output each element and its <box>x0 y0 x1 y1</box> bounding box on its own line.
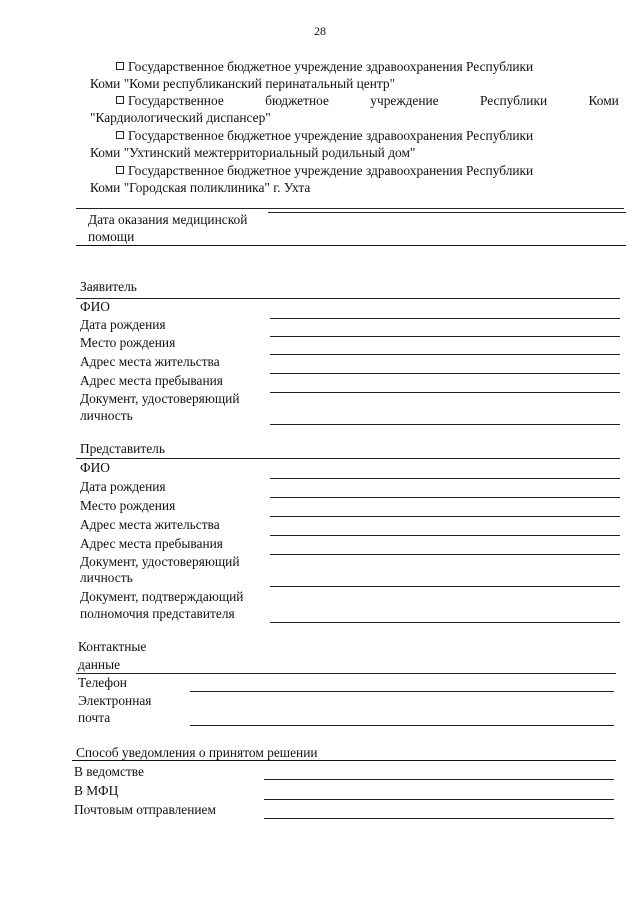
representative-stay-label: Адрес места пребывания <box>80 536 223 551</box>
representative-fio-field[interactable] <box>270 478 620 479</box>
representative-section-title: Представитель <box>80 441 165 456</box>
representative-authority-field[interactable] <box>270 622 620 623</box>
notify-option-mfc-label: В МФЦ <box>74 783 119 798</box>
applicant-birthdate-field[interactable] <box>270 336 620 337</box>
divider <box>76 458 620 459</box>
phone-field[interactable] <box>190 691 614 692</box>
representative-birthplace-label: Место рождения <box>80 498 176 513</box>
checkbox-icon[interactable] <box>116 96 124 104</box>
institution-line: Коми "Городская поликлиника" г. Ухта <box>90 180 311 195</box>
applicant-id-doc-label: Документ, удостоверяющий <box>80 391 240 406</box>
institution-line: Государственное бюджетное учреждение здравоохранения Республики <box>128 59 534 74</box>
institution-option-2[interactable] <box>90 92 626 126</box>
applicant-section-title: Заявитель <box>80 279 137 294</box>
phone-label: Телефон <box>78 675 127 690</box>
care-date-label-cont: помощи <box>88 229 135 244</box>
institution-option-1[interactable] <box>90 58 626 92</box>
representative-stay-field[interactable] <box>270 554 620 555</box>
applicant-fio-label: ФИО <box>80 299 110 314</box>
divider <box>76 673 616 674</box>
divider <box>76 208 624 209</box>
divider <box>72 760 616 761</box>
representative-birthplace-field[interactable] <box>270 516 620 517</box>
institution-line: Государственное бюджетное учреждение здравоохранения Республики <box>128 163 534 178</box>
care-date-field[interactable] <box>268 212 626 213</box>
divider <box>76 298 620 299</box>
representative-id-doc-field[interactable] <box>270 586 620 587</box>
contacts-section-title: Контактные <box>78 639 147 654</box>
applicant-birthdate-label: Дата рождения <box>80 317 166 332</box>
notify-option-post-field[interactable] <box>264 818 614 819</box>
email-label: Электронная <box>78 693 152 708</box>
applicant-birthplace-label: Место рождения <box>80 335 176 350</box>
representative-authority-label: Документ, подтверждающий <box>80 589 244 604</box>
applicant-birthplace-field[interactable] <box>270 354 620 355</box>
institution-line: Коми "Ухтинский межтерриториальный родильный дом" <box>90 145 416 160</box>
notification-section-title: Способ уведомления о принятом решении <box>76 745 318 760</box>
institution-line: "Кардиологический диспансер" <box>90 110 271 125</box>
applicant-residence-label: Адрес места жительства <box>80 354 220 369</box>
representative-residence-field[interactable] <box>270 535 620 536</box>
institution-line: Коми "Коми республиканский перинатальный центр" <box>90 76 396 91</box>
institution-option-4[interactable] <box>90 162 626 196</box>
checkbox-icon[interactable] <box>116 166 124 174</box>
applicant-fio-field[interactable] <box>270 318 620 319</box>
institution-line: Государственное бюджетное учреждение здравоохранения Республики <box>128 128 534 143</box>
representative-fio-label: ФИО <box>80 460 110 475</box>
representative-birthdate-field[interactable] <box>270 497 620 498</box>
representative-id-doc-label-cont: личность <box>80 570 133 585</box>
applicant-residence-field[interactable] <box>270 373 620 374</box>
representative-authority-label-cont: полномочия представителя <box>80 606 235 621</box>
contacts-section-title-cont: данные <box>78 657 121 672</box>
applicant-stay-label: Адрес места пребывания <box>80 373 223 388</box>
notify-option-office-label: В ведомстве <box>74 764 144 779</box>
notify-option-post-label: Почтовым отправлением <box>74 802 216 817</box>
care-date-label: Дата оказания медицинской <box>88 212 248 227</box>
representative-residence-label: Адрес места жительства <box>80 517 220 532</box>
applicant-id-doc-field[interactable] <box>270 424 620 425</box>
institution-line: Государственное бюджетное учреждение Республики Коми <box>128 93 619 108</box>
representative-birthdate-label: Дата рождения <box>80 479 166 494</box>
notify-option-office-field[interactable] <box>264 779 614 780</box>
applicant-stay-field[interactable] <box>270 392 620 393</box>
checkbox-icon[interactable] <box>116 62 124 70</box>
representative-id-doc-label: Документ, удостоверяющий <box>80 554 240 569</box>
email-label-cont: почта <box>78 710 111 725</box>
divider <box>76 245 626 246</box>
applicant-id-doc-label-cont: личность <box>80 408 133 423</box>
email-field[interactable] <box>190 725 614 726</box>
checkbox-icon[interactable] <box>116 131 124 139</box>
institution-option-3[interactable] <box>90 127 626 161</box>
page-number: 28 <box>314 24 326 38</box>
notify-option-mfc-field[interactable] <box>264 799 614 800</box>
